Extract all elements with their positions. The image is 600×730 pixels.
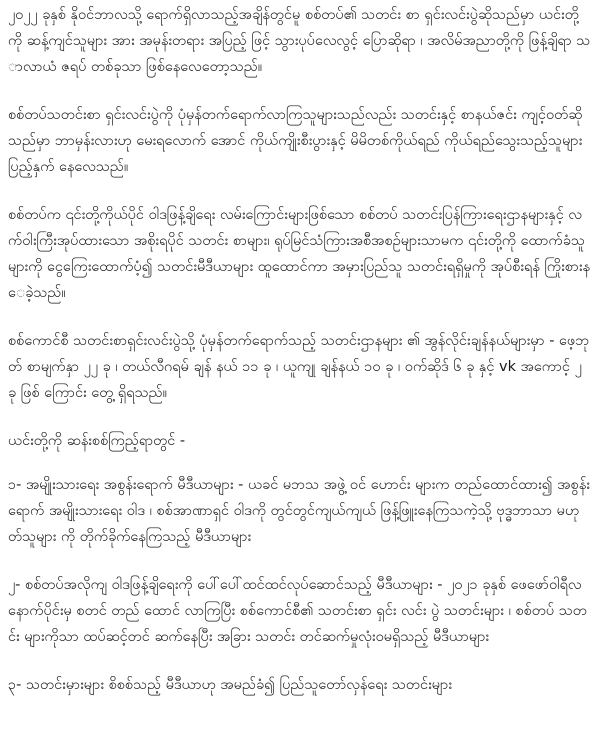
paragraph-online-channels: စစ်ကောင်စီ သတင်းစာရှင်းလင်းပွဲသို့ ပုံမှန်တက်ရောက်သည့် သတင်းဌာနများ ၏ အွန်လိုင်းချန်နယ်များမှာ - ဖေ့ဘုတ် စာမျက်နှာ ၂၂ ခု ၊ တယ်လီဂရမ် ချန် နယ် ၁၁ ခု ၊ ယူကျု ချန်နယ် ၁၀ ခု ၊ ဝက်ဆိုဒ် ၆ ခု နှင့် vk အကောင့် ၂ ခု ဖြစ် ကြောင်း တွေ့ ရှိရသည်။ [8, 333, 590, 401]
list-item-3: ၃- သတင်းမှားများ စိစစ်သည့် မီဒီယာဟု အမည်ခံ၍ ပြည်သူတော်လှန်ရေး သတင်းများ [8, 677, 452, 693]
paragraph-intro: ၂၀၂၂ ခုနှစ် နိုဝင်ဘာလသို့ ရောက်ရှိလာသည့်အချိန်တွင်မူ စစ်တပ်၏ သတင်း စာ ရှင်းလင်းပွဲဆိုသည်မှာ ယင်းတို့ကို ဆန့်ကျင်သူများ အား အမုန်းတရား အပြည့် ဖြင့် သွားပုပ်လေလွင့် ပြောဆိုရာ ၊ အလိမ်အညာတို့ကို ဖြန့်ချိရာ သာလာယံ ဇရပ် တစ်ခုသာ ဖြစ်နေလေတော့သည်။ [8, 7, 591, 75]
list-item-2: ၂- စစ်တပ်အလိုကျ ဝါဒဖြန့်ချိရေးကို ပေါ်ပေါ်ထင်ထင်လုပ်ဆောင်သည့် မီဒီယာများ - ၂၀၂၁ ခုနှစ် ဖေဖော်ဝါရီလ နောက်ပိုင်းမှ စတင် တည် ထောင် လာကြပြီး စစ်ကောင်စီ၏ သတင်းစာ ရှင်း လင်း ပွဲ သတင်းများ ၊ စစ်တပ် သတင်း များကိုသာ ထပ်ဆင့်တင် ဆက်နေပြီး အခြား သတင်း တင်ဆက်မှုလုံးဝမရှိသည့် မီဒီယာများ [8, 577, 587, 645]
paragraph-propaganda-channels: စစ်တပ်က ၎င်းတို့ကိုယ်ပိုင် ဝါဒဖြန့်ချိရေး လမ်းကြောင်းများဖြစ်သော စစ်တပ် သတင်းပြန်ကြားရေးဌာနများနှင့် လက်ဝါးကြီးအုပ်ထားသော အစိုးရပိုင် သတင်း စာများ၊ ရုပ်မြင်သံကြားအစီအစဉ်များသာမက ၎င်းတို့ကို ထောက်ခံသူ များကို ငွေကြေးထောက်ပံ့၍ သတင်းမီဒီယာများ ထူထောင်ကာ အမှားပြည်သူ သတင်းရရှိမှုကို အုပ်စီးရန် ကြိုးစားနေခဲ့သည်။ [8, 207, 591, 301]
list-item-1: ၁- အမျိုးသားရေး အစွန်းရောက် မီဒီယာများ - ယခင် မဘသ အဖွဲ့ ဝင် ဟောင်း များက တည်ထောင်ထား၍ အစွန်းရောက် အမျိုးသားရေး ဝါဒ ၊ စစ်အာဏာရှင် ဝါဒကို တွင်တွင်ကျယ်ကျယ် ဖြန့်ဖြူးနေကြသကဲ့သို့ ဗုဒ္ဓဘာသာ မဟုတ်သူများ ကို တိုက်ခိုက်နေကြသည့် မီဒီယာများ [8, 477, 590, 545]
paragraph-analysis-lead: ယင်းတို့ကို ဆန်းစစ်ကြည့်ရာတွင် - [8, 433, 186, 449]
paragraph-attendees: စစ်တပ်သတင်းစာ ရှင်းလင်းပွဲကို ပုံမှန်တက်ရောက်လာကြသူများသည်လည်း သတင်းနှင့် စာနယ်ဇင်း ကျင့်ဝတ်ဆိုသည်မှာ ဘာမှန်းလားဟု မေးရလောက် အောင် ကိုယ်ကျိုးစီးပွားနှင့် မိမိတစ်ကိုယ်ရည် ကိုယ်ရည်သွေးသည့်သူများ ပြည့်နှက် နေလေသည်။ [8, 107, 583, 175]
